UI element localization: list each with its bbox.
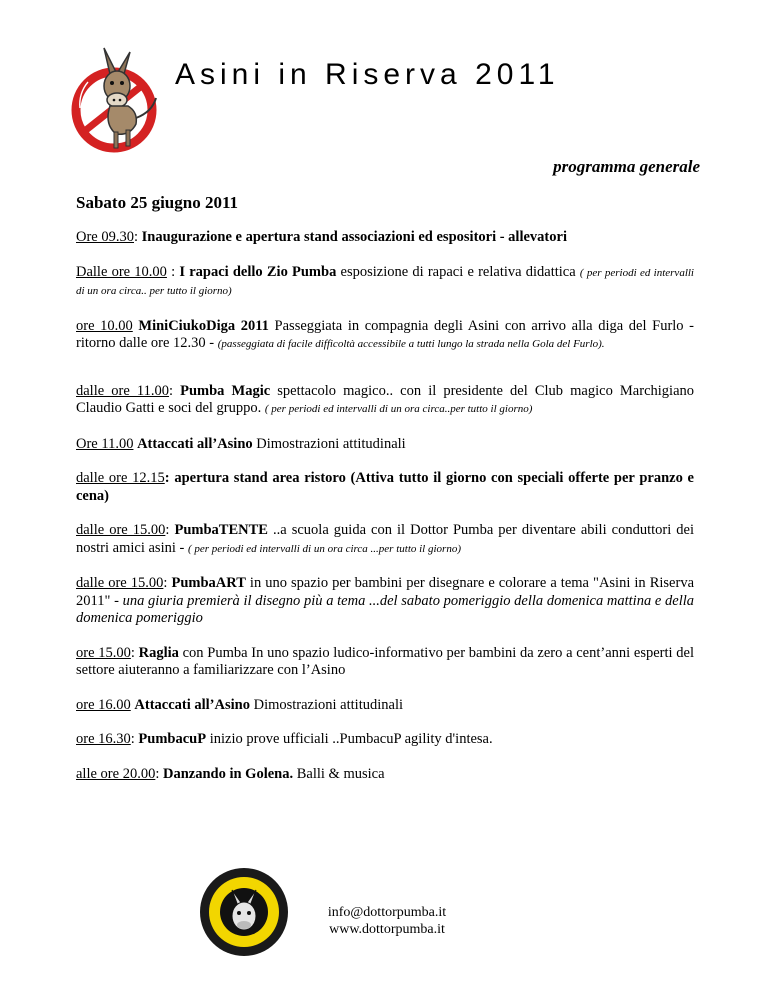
asini-in-riserva-logo — [66, 38, 170, 156]
entry-time: Ore 11.00 — [76, 435, 134, 452]
program-entry — [76, 264, 694, 301]
entry-time: alle ore 20.00 — [76, 765, 156, 782]
entry-text: con Pumba In uno spazio ludico-informativo per bambini da zero a cent’anni esperti del settore aiuteranno a familiarizzare con l’Asino — [76, 644, 694, 678]
entry-text: Raglia — [138, 644, 179, 661]
entry-time: dalle ore 15.00 — [76, 522, 166, 538]
entry-time: ore 16.30 — [76, 731, 131, 747]
entry-time: Ore 09.30 — [76, 229, 134, 245]
entry-text: Attaccati all’Asino — [137, 435, 253, 452]
entry-time: ore 10.00 — [76, 317, 133, 334]
entry-text: esposizione di rapaci e relativa didattica — [336, 263, 580, 280]
entry-text: ..a scuola guida con il Dottor Pumba per diventare abili conduttori dei nostri amici asini - — [76, 522, 694, 556]
entry-text: Attaccati all’Asino — [134, 696, 250, 713]
entry-time: ore 16.00 — [76, 696, 131, 713]
program-entry — [76, 522, 694, 558]
program-entry — [76, 383, 694, 419]
program-entry — [76, 229, 694, 247]
entry-text: : apertura stand area ristoro (Attiva tutto il giorno con speciali offerte per pranzo e cena) — [76, 470, 694, 504]
document-title: Asini in Riserva 2011 — [175, 58, 560, 91]
entry-text: PumbaTENTE — [174, 522, 268, 538]
entry-text: Dimostrazioni attitudinali — [252, 435, 406, 452]
entry-text: ( per periodi ed intervalli di un ora circa.. per tutto il giorno) — [76, 266, 694, 297]
entry-text: : — [168, 382, 181, 399]
entry-text: ( per periodi ed intervalli di un ora circa..per tutto il giorno) — [264, 403, 533, 415]
day-heading: Sabato 25 giugno 2011 — [76, 193, 239, 212]
entry-text: Balli & musica — [293, 765, 385, 782]
contact-block — [312, 904, 462, 938]
entry-text: Pumba Magic — [180, 382, 271, 399]
program-entry — [76, 645, 694, 680]
entry-text: MiniCiukoDiga 2011 — [138, 317, 269, 334]
program-entry — [76, 436, 694, 454]
program-entry — [76, 766, 694, 784]
entry-text: PumbacuP — [138, 731, 207, 747]
entry-time: dalle ore 11.00 — [76, 382, 169, 399]
entry-time: dalle ore 15.00 — [76, 575, 164, 591]
entry-text: inizio prove ufficiali ..PumbacuP agility d'intesa. — [206, 731, 493, 747]
program-entry — [76, 575, 694, 628]
contact-website[interactable]: www.dottorpumba.it — [329, 922, 445, 937]
entry-time: dalle ore 12.15 — [76, 470, 165, 486]
entry-text: : — [130, 731, 139, 747]
program-entry — [76, 731, 694, 749]
entry-text: ( per periodi ed intervalli di un ora circa ...per tutto il giorno) — [187, 542, 461, 555]
entry-text: : — [166, 263, 180, 280]
dottor-pumba-logo — [198, 866, 290, 958]
program-list — [76, 229, 694, 783]
entry-text: Dimostrazioni attitudinali — [249, 696, 403, 713]
entry-text: in uno spazio per bambini per disegnare e colorare a tema "Asini in Riserva 2011" — [76, 575, 695, 609]
program-entry — [76, 318, 694, 354]
entry-text: PumbaART — [171, 575, 246, 591]
contact-email[interactable]: info@dottorpumba.it — [327, 905, 447, 920]
entry-text: Passeggiata in compagnia degli Asini con arrivo alla diga del Furlo - ritorno dalle ore 12.30 - — [76, 317, 695, 351]
entry-text: I rapaci dello Zio Pumba — [179, 263, 337, 280]
entry-text: - una giuria premierà il disegno più a tema ...del sabato pomeriggio della domenica mattina e della domenica pomeriggio — [76, 592, 694, 626]
entry-text: spettacolo magico.. con il presidente del Club magico Marchigiano Claudio Gatti e soci del gruppo. — [76, 382, 694, 416]
entry-text: Inaugurazione e apertura stand associazioni ed espositori - allevatori — [141, 229, 567, 245]
entry-text: : — [163, 575, 172, 591]
entry-time: Dalle ore 10.00 — [76, 263, 167, 280]
entry-text: : — [130, 644, 139, 661]
entry-text: Danzando in Golena. — [162, 765, 294, 782]
program-entry — [76, 470, 694, 505]
entry-text: : — [155, 765, 163, 782]
document-subtitle: programma generale — [553, 157, 700, 176]
entry-text: (passeggiata di facile difficoltà accessibile a tutti lungo la strada nella Gola del Furlo). — [217, 338, 605, 350]
entry-text: : — [134, 229, 142, 245]
entry-text: : — [165, 522, 175, 538]
entry-time: ore 15.00 — [76, 644, 131, 661]
program-entry — [76, 697, 694, 715]
